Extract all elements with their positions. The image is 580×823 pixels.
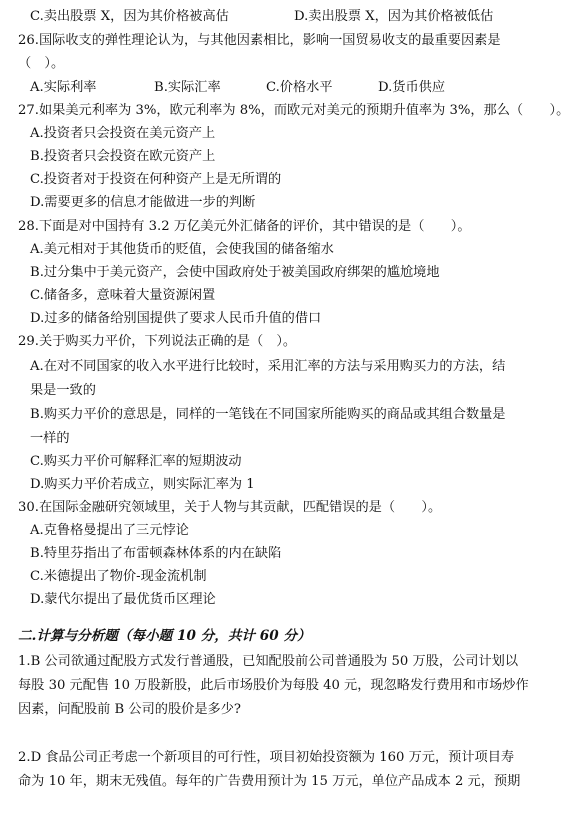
question-30-option-c: C.米德提出了物价-现金流机制: [30, 569, 207, 584]
option-b: B.实际汇率: [154, 80, 221, 95]
question-29-option-c: C.购买力平价可解释汇率的短期波动: [30, 454, 242, 469]
question-29-stem: 29.关于购买力平价，下列说法正确的是（ ）。: [18, 334, 297, 349]
question-30-option-a: A.克鲁格曼提出了三元悖论: [30, 523, 189, 538]
calc-question-2-line1: 2.D 食品公司正考虑一个新项目的可行性，项目初始投资额为 160 万元，预计项目寿: [18, 750, 515, 765]
option-a: A.实际利率: [30, 80, 97, 95]
question-30-stem: 30.在国际金融研究领域里，关于人物与其贡献，匹配错误的是（ ）。: [18, 500, 442, 515]
question-26-stem-cont: （ ）。: [18, 56, 65, 71]
question-27-option-d: D.需要更多的信息才能做进一步的判断: [30, 195, 256, 210]
question-27-option-c: C.投资者对于投资在何种资产上是无所谓的: [30, 172, 282, 187]
question-29-option-a-line2: 果是一致的: [30, 383, 96, 398]
question-29-option-b-line1: B.购买力平价的意思是，同样的一笔钱在不同国家所能购买的商品或其组合数量是: [30, 407, 506, 422]
question-30-option-b: B.特里芬指出了布雷顿森林体系的内在缺陷: [30, 546, 282, 561]
question-26-stem: 26.国际收支的弹性理论认为，与其他因素相比，影响一国贸易收支的最重要因素是: [18, 33, 501, 48]
section-heading: 二.计算与分析题（每小题 10 分，共计 60 分）: [18, 628, 311, 644]
calc-question-1-line3: 因素，问配股前 B 公司的股价是多少?: [18, 702, 241, 717]
question-28-option-c: C.储备多，意味着大量资源闲置: [30, 288, 216, 303]
question-28-stem: 28.下面是对中国持有 3.2 万亿美元外汇储备的评价，其中错误的是（ ）。: [18, 219, 471, 234]
question-28-option-d: D.过多的储备给别国提供了要求人民币升值的借口: [30, 311, 322, 326]
question-29-option-b-line2: 一样的: [30, 431, 70, 446]
calc-question-1-line2: 每股 30 元配售 10 万股新股，此后市场股价为每股 40 元，现忽略发行费用和市场炒作: [18, 678, 529, 693]
option-d: D.卖出股票 X，因为其价格被低估: [294, 9, 494, 24]
question-28-option-a: A.美元相对于其他货币的贬值，会使我国的储备缩水: [30, 242, 334, 257]
question-30-option-d: D.蒙代尔提出了最优货币区理论: [30, 592, 216, 607]
question-28-option-b: B.过分集中于美元资产，会使中国政府处于被美国政府绑架的尴尬境地: [30, 265, 440, 280]
option-c: C.卖出股票 X，因为其价格被高估: [30, 9, 229, 24]
option-c: C.价格水平: [266, 80, 333, 95]
calc-question-2-line2: 命为 10 年，期末无残值。每年的广告费用预计为 15 万元，单位产品成本 2 元，预期: [18, 774, 521, 789]
question-27-stem: 27.如果美元利率为 3%，欧元利率为 8%，而欧元对美元的预期升值率为 3%，那么（ ）。: [18, 103, 570, 118]
option-d: D.货币供应: [378, 80, 446, 95]
calc-question-1-line1: 1.B 公司欲通过配股方式发行普通股，已知配股前公司普通股为 50 万股，公司计划以: [18, 654, 519, 669]
prev-question-options: [18, 6, 572, 28]
question-29-option-a-line1: A.在对不同国家的收入水平进行比较时，采用汇率的方法与采用购买力的方法，结: [30, 359, 506, 374]
question-27-option-a: A.投资者只会投资在美元资产上: [30, 126, 216, 141]
question-27-option-b: B.投资者只会投资在欧元资产上: [30, 149, 216, 164]
question-26-options: [30, 77, 572, 99]
question-29-option-d: D.购买力平价若成立，则实际汇率为 1: [30, 477, 255, 492]
